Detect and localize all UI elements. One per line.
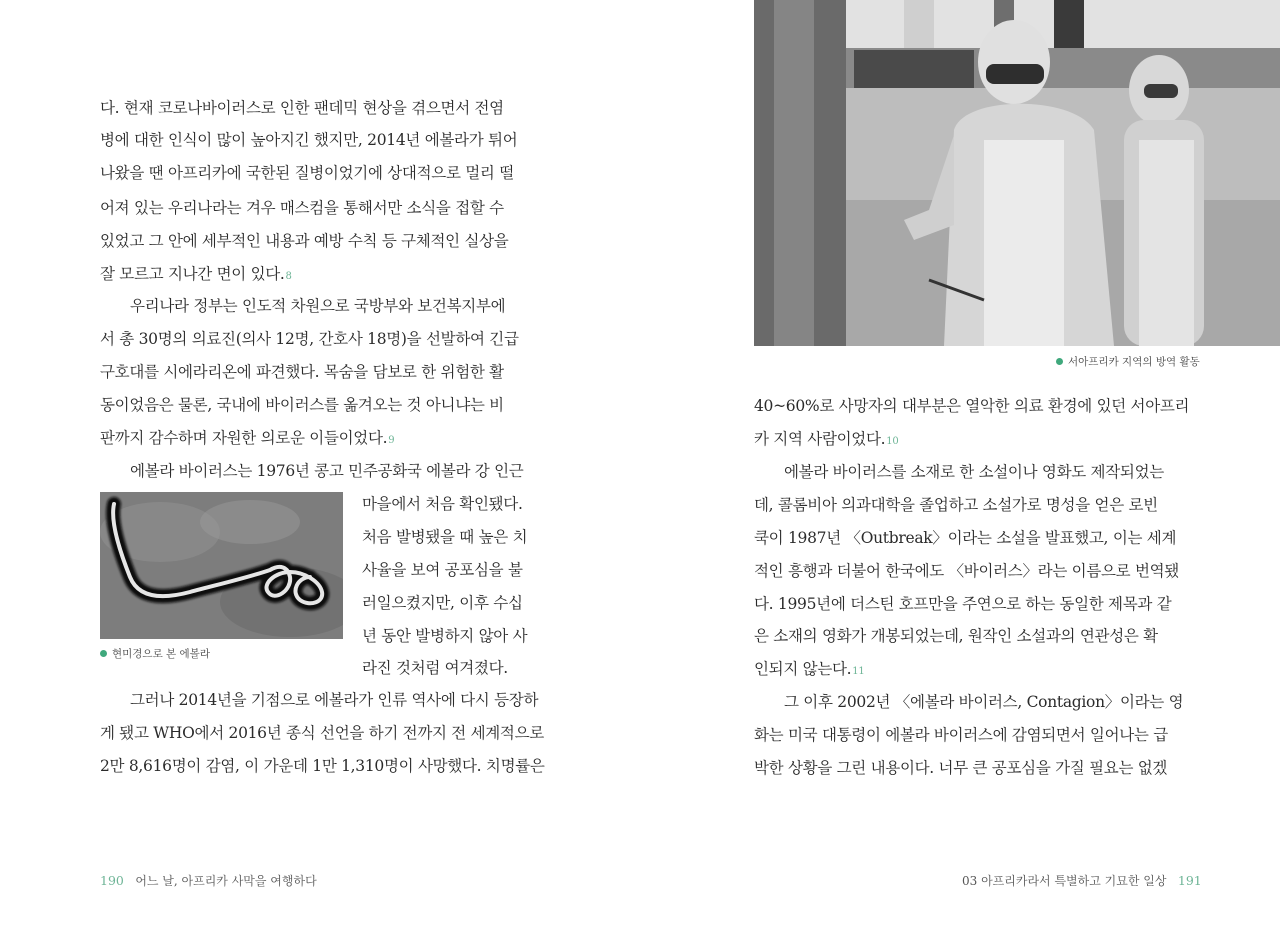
body-line: 그 이후 2002년 〈에볼라 바이러스, Contagion〉이라는 영 <box>784 693 1184 711</box>
body-line <box>100 264 292 287</box>
footnote-marker: 11 <box>852 666 865 677</box>
book-title: 어느 날, 아프리카 사막을 여행하다 <box>135 874 317 888</box>
body-line-text: 인되지 않는다. <box>754 660 852 678</box>
body-line: 어져 있는 우리나라는 겨우 매스컴을 통해서만 소식을 접할 수 <box>100 199 504 217</box>
body-line: 있었고 그 안에 세부적인 내용과 예방 수칙 등 구체적인 실상을 <box>100 232 509 250</box>
page-number: 190 <box>100 873 124 888</box>
body-line: 박한 상황을 그린 내용이다. 너무 큰 공포심을 가질 필요는 없겠 <box>754 759 1168 777</box>
body-line: 우리나라 정부는 인도적 차원으로 국방부와 보건복지부에 <box>130 297 506 315</box>
footer-left <box>100 872 317 889</box>
body-line-text: 잘 모르고 지나간 면이 있다. <box>100 265 285 283</box>
body-line: 동이었음은 물론, 국내에 바이러스를 옮겨오는 것 아니냐는 비 <box>100 396 504 414</box>
bullet-dot-icon <box>1056 358 1063 365</box>
body-line: 에볼라 바이러스를 소재로 한 소설이나 영화도 제작되었는 <box>784 463 1164 481</box>
body-line: 나왔을 땐 아프리카에 국한된 질병이었기에 상대적으로 멀리 떨 <box>100 164 514 182</box>
chapter-title: 03 아프리카라서 특별하고 기묘한 일상 <box>962 874 1167 888</box>
body-line: 구호대를 시에라리온에 파견했다. 목숨을 담보로 한 위험한 활 <box>100 363 504 381</box>
body-line: 적인 흥행과 더불어 한국에도 〈바이러스〉라는 이름으로 번역됐 <box>754 562 1179 580</box>
footnote-marker: 8 <box>285 271 292 282</box>
body-line <box>100 428 394 451</box>
body-line: 서 총 30명의 의료진(의사 12명, 간호사 18명)을 선발하여 긴급 <box>100 330 519 348</box>
wrap-line: 러일으켰지만, 이후 수십 <box>362 594 523 612</box>
body-line <box>754 429 898 452</box>
body-line: 게 됐고 WHO에서 2016년 종식 선언을 하기 전까지 전 세계적으로 <box>100 724 544 742</box>
body-line: 은 소재의 영화가 개봉되었는데, 원작인 소설과의 연관성은 확 <box>754 627 1158 645</box>
body-line: 다. 1995년에 더스틴 호프만을 주연으로 하는 동일한 제목과 같 <box>754 595 1172 613</box>
body-line: 쿡이 1987년 〈Outbreak〉이라는 소설을 발표했고, 이는 세계 <box>754 529 1177 547</box>
ebola-microscope-image <box>100 492 343 639</box>
body-line: 2만 8,616명이 감염, 이 가운데 1만 1,310명이 사망했다. 치명률은 <box>100 757 545 775</box>
footnote-marker: 10 <box>886 436 899 447</box>
body-line <box>754 659 864 682</box>
body-line: 그러나 2014년을 기점으로 에볼라가 인류 역사에 다시 등장하 <box>130 691 539 709</box>
body-line-text: 카 지역 사람이었다. <box>754 430 886 448</box>
body-line: 병에 대한 인식이 많이 높아지긴 했지만, 2014년 에볼라가 튀어 <box>100 131 518 149</box>
page-number: 191 <box>1177 873 1202 888</box>
hazmat-workers-photo <box>754 0 1280 346</box>
image-caption <box>100 646 210 661</box>
body-line-text: 판까지 감수하며 자원한 의로운 이들이었다. <box>100 429 388 447</box>
wrap-line: 년 동안 발병하지 않아 사 <box>362 627 528 645</box>
image-caption <box>1056 354 1200 369</box>
body-line: 40~60%로 사망자의 대부분은 열악한 의료 환경에 있던 서아프리 <box>754 397 1190 415</box>
wrap-line: 처음 발병됐을 때 높은 치 <box>362 528 528 546</box>
footer-right <box>962 872 1202 889</box>
footnote-marker: 9 <box>388 435 395 446</box>
wrap-line: 사율을 보여 공포심을 불 <box>362 561 523 579</box>
body-line: 데, 콜롬비아 의과대학을 졸업하고 소설가로 명성을 얻은 로빈 <box>754 496 1158 514</box>
wrap-line: 라진 것처럼 여겨졌다. <box>362 659 508 677</box>
right-page <box>640 0 1280 948</box>
body-line: 에볼라 바이러스는 1976년 콩고 민주공화국 에볼라 강 인근 <box>130 462 524 480</box>
caption-text: 현미경으로 본 에볼라 <box>112 648 210 660</box>
bullet-dot-icon <box>100 650 107 657</box>
wrap-line: 마을에서 처음 확인됐다. <box>362 495 523 513</box>
body-line: 다. 현재 코로나바이러스로 인한 팬데믹 현상을 겪으면서 전염 <box>100 99 504 117</box>
body-line: 화는 미국 대통령이 에볼라 바이러스에 감염되면서 일어나는 급 <box>754 726 1168 744</box>
caption-text: 서아프리카 지역의 방역 활동 <box>1068 356 1200 368</box>
